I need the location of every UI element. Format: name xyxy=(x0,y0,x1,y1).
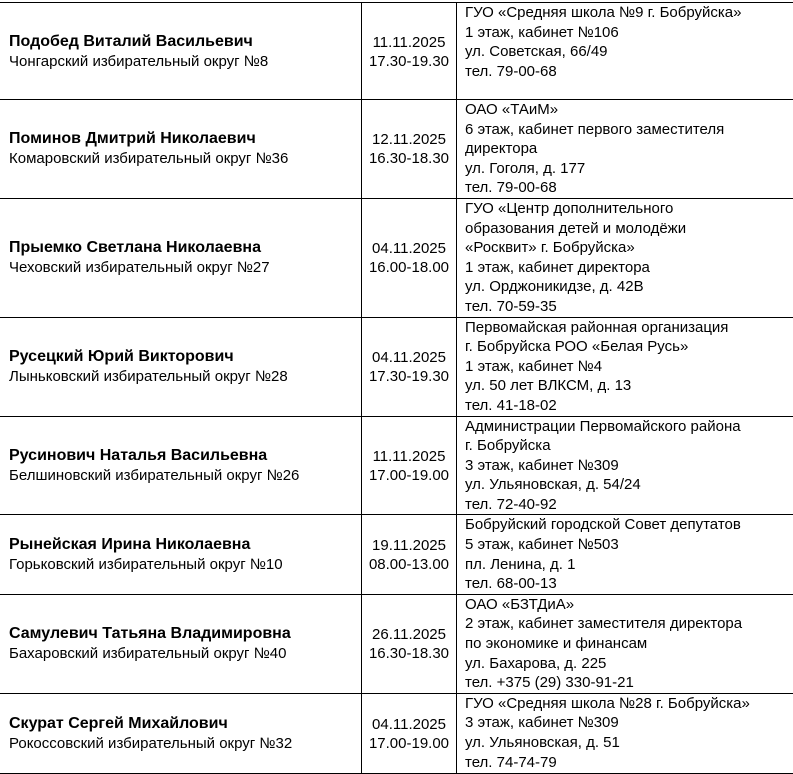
deputy-name: Рынейская Ирина Николаевна xyxy=(9,535,361,555)
reception-date: 11.11.2025 xyxy=(362,33,456,52)
deputy-cell xyxy=(0,416,362,515)
place-line: ул. Ульяновская, д. 51 xyxy=(465,733,793,753)
place-line: Первомайская районная организация xyxy=(465,318,793,338)
phone-number: тел. 68-00-13 xyxy=(465,574,793,594)
deputy-name: Самулевич Татьяна Владимировна xyxy=(9,624,361,644)
place-line: ул. 50 лет ВЛКСМ, д. 13 xyxy=(465,376,793,396)
deputy-name: Русецкий Юрий Викторович xyxy=(9,347,361,367)
place-line: ул. Ульяновская, д. 54/24 xyxy=(465,475,793,495)
reception-time: 17.30-19.30 xyxy=(362,52,456,71)
place-line: г. Бобруйска РОО «Белая Русь» xyxy=(465,337,793,357)
reception-time: 16.30-18.30 xyxy=(362,149,456,168)
place-line: ГУО «Центр дополнительного xyxy=(465,199,793,219)
place-line: 3 этаж, кабинет №309 xyxy=(465,713,793,733)
deputy-cell xyxy=(0,515,362,594)
schedule-rows xyxy=(0,3,793,774)
table-row xyxy=(0,515,793,594)
electoral-district: Горьковский избирательный округ №10 xyxy=(9,555,361,574)
table-row xyxy=(0,693,793,773)
reception-place-cell xyxy=(457,693,793,773)
phone-number: тел. 41-18-02 xyxy=(465,396,793,416)
phone-number: тел. 79-00-68 xyxy=(465,178,793,198)
deputy-cell xyxy=(0,594,362,693)
table-row xyxy=(0,594,793,693)
deputy-cell xyxy=(0,3,362,100)
reception-date: 26.11.2025 xyxy=(362,625,456,644)
place-line: ул. Советская, 66/49 xyxy=(465,42,793,62)
reception-datetime-cell xyxy=(362,693,457,773)
place-line: Администрации Первомайского района xyxy=(465,417,793,437)
place-line: ОАО «БЗТДиА» xyxy=(465,595,793,615)
reception-place-cell xyxy=(457,100,793,199)
electoral-district: Рокоссовский избирательный округ №32 xyxy=(9,734,361,753)
reception-datetime-cell xyxy=(362,594,457,693)
electoral-district: Чонгарский избирательный округ №8 xyxy=(9,52,361,71)
reception-datetime-cell xyxy=(362,515,457,594)
reception-schedule-table xyxy=(0,2,793,774)
reception-date: 04.11.2025 xyxy=(362,239,456,258)
electoral-district: Чеховский избирательный округ №27 xyxy=(9,258,361,277)
reception-place-cell xyxy=(457,594,793,693)
deputy-name: Прыемко Светлана Николаевна xyxy=(9,238,361,258)
deputy-name: Поминов Дмитрий Николаевич xyxy=(9,129,361,149)
place-line: ул. Бахарова, д. 225 xyxy=(465,654,793,674)
reception-datetime-cell xyxy=(362,317,457,416)
electoral-district: Бахаровский избирательный округ №40 xyxy=(9,644,361,663)
phone-number: тел. 70-59-35 xyxy=(465,297,793,317)
deputy-cell xyxy=(0,198,362,317)
reception-date: 19.11.2025 xyxy=(362,536,456,555)
deputy-name: Скурат Сергей Михайлович xyxy=(9,714,361,734)
place-line: 3 этаж, кабинет №309 xyxy=(465,456,793,476)
reception-time: 16.30-18.30 xyxy=(362,644,456,663)
table-row xyxy=(0,317,793,416)
reception-date: 04.11.2025 xyxy=(362,715,456,734)
reception-time: 08.00-13.00 xyxy=(362,555,456,574)
reception-datetime-cell xyxy=(362,3,457,100)
reception-place-cell xyxy=(457,3,793,100)
reception-place-cell xyxy=(457,198,793,317)
reception-place-cell xyxy=(457,416,793,515)
reception-time: 17.30-19.30 xyxy=(362,367,456,386)
place-line: 2 этаж, кабинет заместителя директора xyxy=(465,614,793,634)
table-row xyxy=(0,100,793,199)
place-line: ул. Орджоникидзе, д. 42В xyxy=(465,277,793,297)
place-line: 1 этаж, кабинет директора xyxy=(465,258,793,278)
place-line: 1 этаж, кабинет №4 xyxy=(465,357,793,377)
place-line: 6 этаж, кабинет первого заместителя xyxy=(465,120,793,140)
reception-time: 17.00-19.00 xyxy=(362,466,456,485)
place-line: Бобруйский городской Совет депутатов xyxy=(465,515,793,535)
reception-date: 04.11.2025 xyxy=(362,348,456,367)
table-row xyxy=(0,416,793,515)
table-row xyxy=(0,198,793,317)
place-line: ОАО «ТАиМ» xyxy=(465,100,793,120)
phone-number: тел. 72-40-92 xyxy=(465,495,793,515)
phone-number: тел. 79-00-68 xyxy=(465,62,793,82)
reception-time: 17.00-19.00 xyxy=(362,734,456,753)
place-line: пл. Ленина, д. 1 xyxy=(465,555,793,575)
reception-date: 11.11.2025 xyxy=(362,447,456,466)
electoral-district: Белшиновский избирательный округ №26 xyxy=(9,466,361,485)
reception-datetime-cell xyxy=(362,416,457,515)
place-line: по экономике и финансам xyxy=(465,634,793,654)
reception-date: 12.11.2025 xyxy=(362,130,456,149)
place-line: образования детей и молодёжи xyxy=(465,219,793,239)
reception-datetime-cell xyxy=(362,198,457,317)
place-line: директора xyxy=(465,139,793,159)
place-line: ГУО «Средняя школа №28 г. Бобруйска» xyxy=(465,694,793,714)
deputy-name: Русинович Наталья Васильевна xyxy=(9,446,361,466)
phone-number: тел. +375 (29) 330-91-21 xyxy=(465,673,793,693)
reception-place-cell xyxy=(457,515,793,594)
deputy-cell xyxy=(0,693,362,773)
place-line: «Росквит» г. Бобруйска» xyxy=(465,238,793,258)
electoral-district: Комаровский избирательный округ №36 xyxy=(9,149,361,168)
phone-number: тел. 74-74-79 xyxy=(465,753,793,773)
table-row xyxy=(0,3,793,100)
place-line: г. Бобруйска xyxy=(465,436,793,456)
deputy-cell xyxy=(0,100,362,199)
place-line: 1 этаж, кабинет №106 xyxy=(465,23,793,43)
reception-place-cell xyxy=(457,317,793,416)
place-line: 5 этаж, кабинет №503 xyxy=(465,535,793,555)
electoral-district: Лыньковский избирательный округ №28 xyxy=(9,367,361,386)
reception-time: 16.00-18.00 xyxy=(362,258,456,277)
place-line: ГУО «Средняя школа №9 г. Бобруйска» xyxy=(465,3,793,23)
place-line: ул. Гоголя, д. 177 xyxy=(465,159,793,179)
deputy-cell xyxy=(0,317,362,416)
deputy-name: Подобед Виталий Васильевич xyxy=(9,32,361,52)
reception-datetime-cell xyxy=(362,100,457,199)
